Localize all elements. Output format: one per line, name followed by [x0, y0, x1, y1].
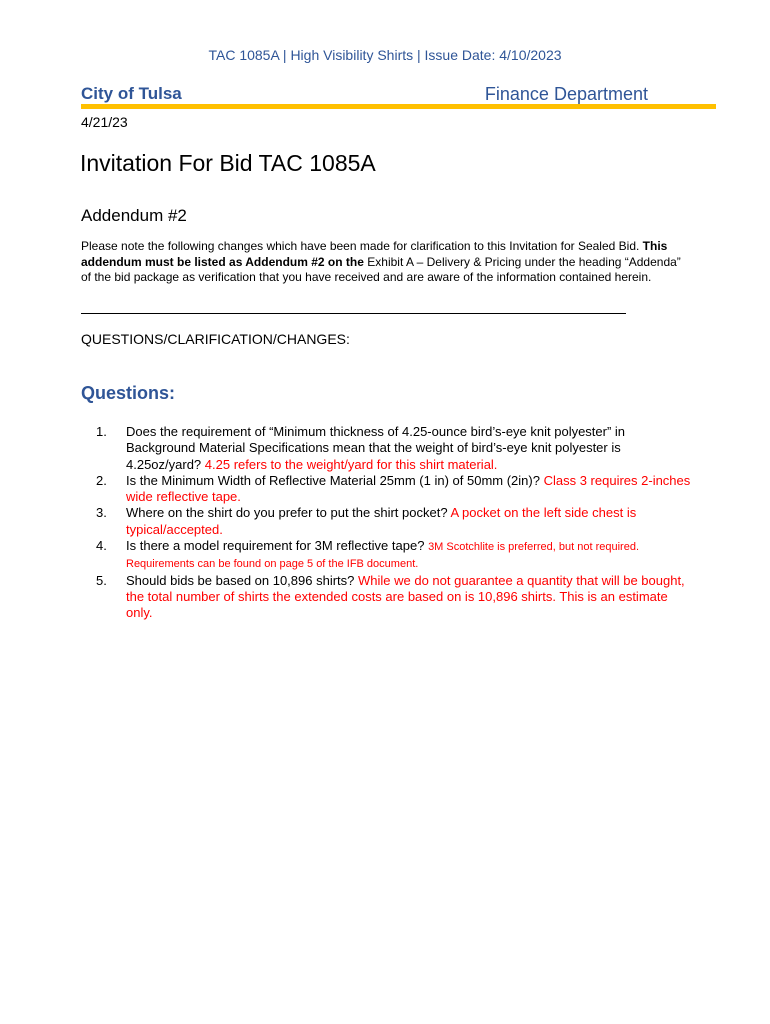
- list-item: [96, 505, 696, 538]
- page-title: Invitation For Bid TAC 1085A: [80, 150, 376, 176]
- question-text: Should bids be based on 10,896 shirts?: [126, 572, 355, 588]
- intro-paragraph: [81, 239, 691, 286]
- document-header-line: TAC 1085A | High Visibility Shirts | Issue Date: 4/10/2023: [208, 47, 562, 63]
- intro-text-1: Please note the following changes which have been made for clarification to this Invitation for Sealed Bid.: [81, 239, 643, 253]
- answer-text: 4.25 refers to the weight/yard for this shirt material.: [204, 456, 498, 472]
- list-item: [96, 424, 696, 473]
- list-item: [96, 473, 696, 506]
- intro-text-2: Exhibit A – Delivery & Pricing under the heading “Addenda” of the bid package as verification that you have received and are aware of the information contained herein.: [81, 254, 681, 284]
- section-divider: [81, 313, 626, 314]
- answer-text: While we do not guarantee a quantity that will be bought, the total number of shirts the extended costs are based on is 10,896 shirts. This is an estimate only.: [126, 572, 685, 621]
- city-name: City of Tulsa: [81, 84, 182, 103]
- question-text: Is the Minimum Width of Reflective Material 25mm (1 in) of 50mm (2in)?: [126, 472, 540, 488]
- section-label: QUESTIONS/CLARIFICATION/CHANGES:: [81, 331, 350, 347]
- question-number: 5.: [96, 572, 107, 588]
- addendum-label: Addendum #2: [81, 206, 187, 225]
- answer-text: Class 3 requires 2-inches wide reflective tape.: [126, 472, 691, 505]
- list-item: [96, 573, 696, 622]
- questions-heading: Questions:: [81, 383, 176, 403]
- department-name: Finance Department: [484, 84, 648, 104]
- document-date: 4/21/23: [81, 114, 128, 130]
- questions-list: [96, 424, 696, 622]
- question-text: Does the requirement of “Minimum thickness of 4.25-ounce bird’s-eye knit polyester” in Background Material Specifications mean that the weight of bird’s-eye knit polyester is 4.25oz/yard?: [126, 424, 626, 472]
- list-item: [96, 538, 696, 573]
- question-number: 2.: [96, 472, 107, 488]
- intro-bold-text: This addendum must be listed as Addendum #2 on the: [81, 239, 668, 269]
- answer-text: 3M Scotchlite is preferred, but not required. Requirements can be found on page 5 of the IFB document.: [126, 541, 640, 571]
- question-number: 1.: [96, 424, 107, 439]
- question-text: Is there a model requirement for 3M reflective tape?: [126, 538, 425, 554]
- organization-row: [81, 84, 716, 106]
- header-divider: [81, 104, 716, 109]
- question-number: 4.: [96, 538, 107, 554]
- answer-text: A pocket on the left side chest is typical/accepted.: [126, 505, 637, 537]
- question-number: 3.: [96, 505, 107, 521]
- question-text: Where on the shirt do you prefer to put the shirt pocket?: [126, 505, 448, 521]
